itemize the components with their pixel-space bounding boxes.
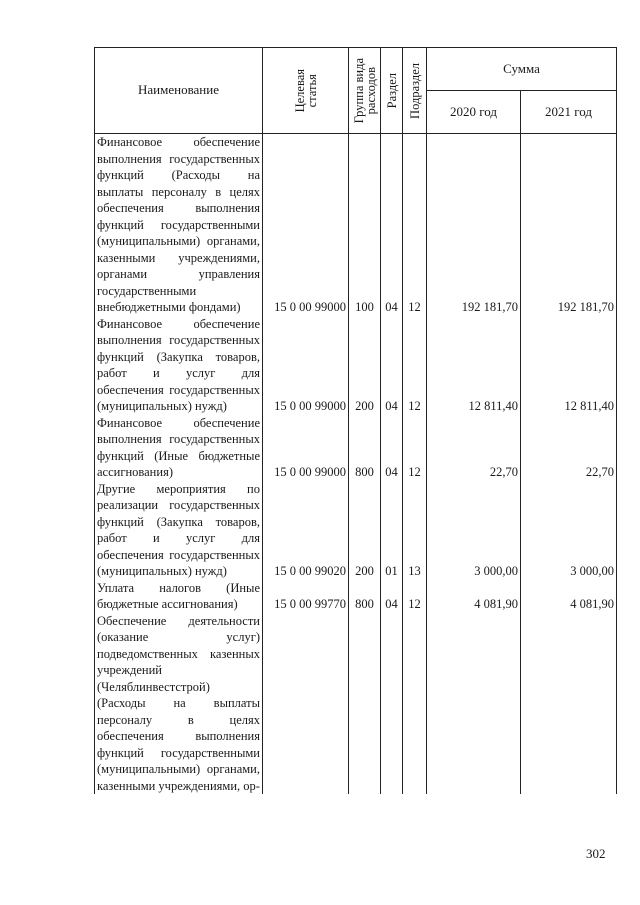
row-subsection: 12 bbox=[403, 415, 427, 481]
header-section bbox=[381, 48, 403, 134]
row-name: Другие мероприятия по реализации государственных функций (Закупка товаров, работ и услуг для обеспечения государственных (муниципальных) нужд) bbox=[95, 481, 263, 580]
row-2021: 3 000,00 bbox=[521, 481, 617, 580]
row-target: 15 0 00 99000 bbox=[263, 134, 349, 316]
row-group: 800 bbox=[349, 415, 381, 481]
row-2020 bbox=[427, 613, 521, 795]
header-name: Наименование bbox=[95, 48, 263, 134]
row-target: 15 0 00 99020 bbox=[263, 481, 349, 580]
row-name: Финансовое обеспечение выполнения государственных функций (Закупка товаров, работ и услуг для обеспечения государственных (муниципальных) нужд) bbox=[95, 316, 263, 415]
header-group bbox=[349, 48, 381, 134]
page-number: 302 bbox=[586, 846, 606, 861]
header-year-2021: 2021 год bbox=[521, 91, 617, 134]
header-subsection-text: Подраздел bbox=[407, 62, 422, 119]
table-header bbox=[95, 48, 617, 134]
row-subsection: 12 bbox=[403, 134, 427, 316]
row-2020: 192 181,70 bbox=[427, 134, 521, 316]
table-row bbox=[95, 415, 617, 481]
row-target: 15 0 00 99000 bbox=[263, 415, 349, 481]
row-subsection: 13 bbox=[403, 481, 427, 580]
row-2021: 12 811,40 bbox=[521, 316, 617, 415]
row-section: 04 bbox=[381, 134, 403, 316]
header-section-text: Раздел bbox=[384, 72, 399, 109]
row-2021: 22,70 bbox=[521, 415, 617, 481]
row-2020: 3 000,00 bbox=[427, 481, 521, 580]
row-group: 800 bbox=[349, 580, 381, 613]
row-section: 01 bbox=[381, 481, 403, 580]
row-name: Обеспечение деятельности (оказание услуг) подведомственных казенных учреждений (Челяблинвестстрой) (Расходы на выплаты персоналу в целях обеспечения выполнения функций государственными (муниципальными) органами, казенными учреждениями, ор- bbox=[95, 613, 263, 795]
row-target: 15 0 00 99770 bbox=[263, 580, 349, 613]
row-section bbox=[381, 613, 403, 795]
row-target: 15 0 00 99000 bbox=[263, 316, 349, 415]
row-target bbox=[263, 613, 349, 795]
table-row bbox=[95, 134, 617, 316]
row-2020: 4 081,90 bbox=[427, 580, 521, 613]
row-2020: 12 811,40 bbox=[427, 316, 521, 415]
row-section: 04 bbox=[381, 415, 403, 481]
header-sum: Сумма bbox=[427, 48, 617, 91]
budget-table bbox=[94, 47, 617, 794]
header-target-text: Целевая статья bbox=[292, 68, 319, 113]
header-target bbox=[263, 48, 349, 134]
row-section: 04 bbox=[381, 580, 403, 613]
row-2021: 192 181,70 bbox=[521, 134, 617, 316]
row-subsection: 12 bbox=[403, 580, 427, 613]
row-subsection bbox=[403, 613, 427, 795]
row-group: 200 bbox=[349, 481, 381, 580]
row-2020: 22,70 bbox=[427, 415, 521, 481]
table-row bbox=[95, 613, 617, 795]
row-group: 200 bbox=[349, 316, 381, 415]
header-subsection bbox=[403, 48, 427, 134]
row-group bbox=[349, 613, 381, 795]
row-group: 100 bbox=[349, 134, 381, 316]
table-row bbox=[95, 481, 617, 580]
row-name: Финансовое обеспечение выполнения государственных функций (Расходы на выплаты персоналу в целях обеспечения выполнения функций государственными (муниципальными) органами, казенными учреждениями, органами управления государственными внебюджетными фондами) bbox=[95, 134, 263, 316]
row-2021: 4 081,90 bbox=[521, 580, 617, 613]
row-name: Финансовое обеспечение выполнения государственных функций (Иные бюджетные ассигнования) bbox=[95, 415, 263, 481]
row-name: Уплата налогов (Иные бюджетные ассигнования) bbox=[95, 580, 263, 613]
table-row bbox=[95, 580, 617, 613]
header-group-text: Группа вида расходов bbox=[351, 57, 378, 124]
table-row bbox=[95, 316, 617, 415]
row-subsection: 12 bbox=[403, 316, 427, 415]
row-section: 04 bbox=[381, 316, 403, 415]
row-2021 bbox=[521, 613, 617, 795]
header-year-2020: 2020 год bbox=[427, 91, 521, 134]
